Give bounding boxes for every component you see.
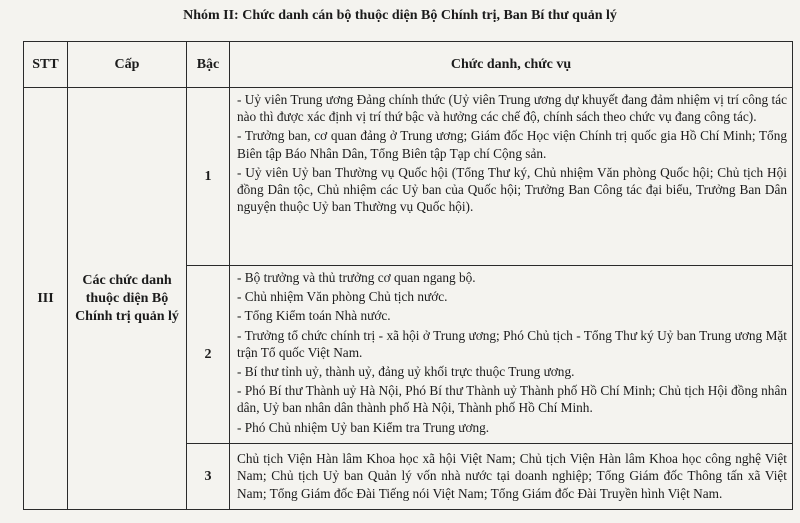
level-2-item: - Chủ nhiệm Văn phòng Chủ tịch nước. [237,289,448,305]
level-2-content-cell [230,266,793,444]
table-row-level-1 [24,88,793,266]
group-stt-cell: III [24,88,68,510]
column-header-stt: STT [24,42,68,88]
level-1-item: - Uỷ viên Uỷ ban Thường vụ Quốc hội (Tổng Thư ký, Chủ nhiệm Văn phòng Quốc hội; Chủ tịch Hội đồng Dân tộc, Chủ nhiệm các Uỷ ban của Quốc hội; Trưởng Ban Công tác đại biểu, Trưởng Ban Dân nguyện thuộc Uỷ ban Thường vụ Quốc hội). [237,164,787,215]
level-1-bac-cell: 1 [187,88,230,266]
level-1-content-cell [230,88,793,266]
level-3-content-cell [230,444,793,510]
level-2-item: - Bộ trưởng và thủ trưởng cơ quan ngang bộ. [237,270,476,285]
level-3-bac-cell: 3 [187,444,230,510]
level-2-item: - Bí thư tỉnh uỷ, thành uỷ, đảng uỷ khối trực thuộc Trung ương. [237,364,575,380]
level-1-item: - Uỷ viên Trung ương Đảng chính thức (Uỷ viên Trung ương dự khuyết đang đảm nhiệm vị trí công tác nào thì được xác định vị trí thứ bậc và hưởng các chế độ, chính sách theo chức vụ đang công tác). [237,92,787,125]
group-cap-cell: Các chức danh thuộc diện Bộ Chính trị quản lý [68,88,187,510]
level-2-item: - Trưởng tổ chức chính trị - xã hội ở Trung ương; Phó Chủ tịch - Tổng Thư ký Uỷ ban Trung ương Mặt trận Tổ quốc Việt Nam. [237,327,787,360]
column-header-cap: Cấp [68,42,187,88]
table-header-row [24,42,793,88]
level-1-item: - Trưởng ban, cơ quan đảng ở Trung ương; Giám đốc Học viện Chính trị quốc gia Hồ Chí Minh; Tổng Biên tập Báo Nhân Dân, Tổng Biên tập Tạp chí Cộng sản. [237,128,787,161]
position-table [23,41,793,510]
column-header-bac: Bậc [187,42,230,88]
level-2-item: - Phó Chủ nhiệm Uỷ ban Kiểm tra Trung ương. [237,419,490,435]
level-3-item: Chủ tịch Viện Hàn lâm Khoa học xã hội Việt Nam; Chủ tịch Viện Hàn lâm Khoa học công nghệ Việt Nam; Chủ tịch Uỷ ban Quản lý vốn nhà nước tại doanh nghiệp; Tổng Giám đốc Thông tấn xã Việt Nam; Tổng Giám đốc Đài Tiếng nói Việt Nam; Tổng Giám đốc Đài Truyền hình Việt Nam. [237,451,787,501]
level-2-item: - Phó Bí thư Thành uỷ Hà Nội, Phó Bí thư Thành uỷ Thành phố Hồ Chí Minh; Chủ tịch Hội đồng nhân dân, Uỷ ban nhân dân thành phố Hà Nội, Thành phố Hồ Chí Minh. [237,383,787,416]
level-2-item: - Tổng Kiểm toán Nhà nước. [237,308,391,324]
document-title: Nhóm II: Chức danh cán bộ thuộc diện Bộ Chính trị, Ban Bí thư quản lý [183,8,617,23]
level-2-bac-cell: 2 [187,266,230,444]
column-header-chuc-danh: Chức danh, chức vụ [230,42,793,88]
